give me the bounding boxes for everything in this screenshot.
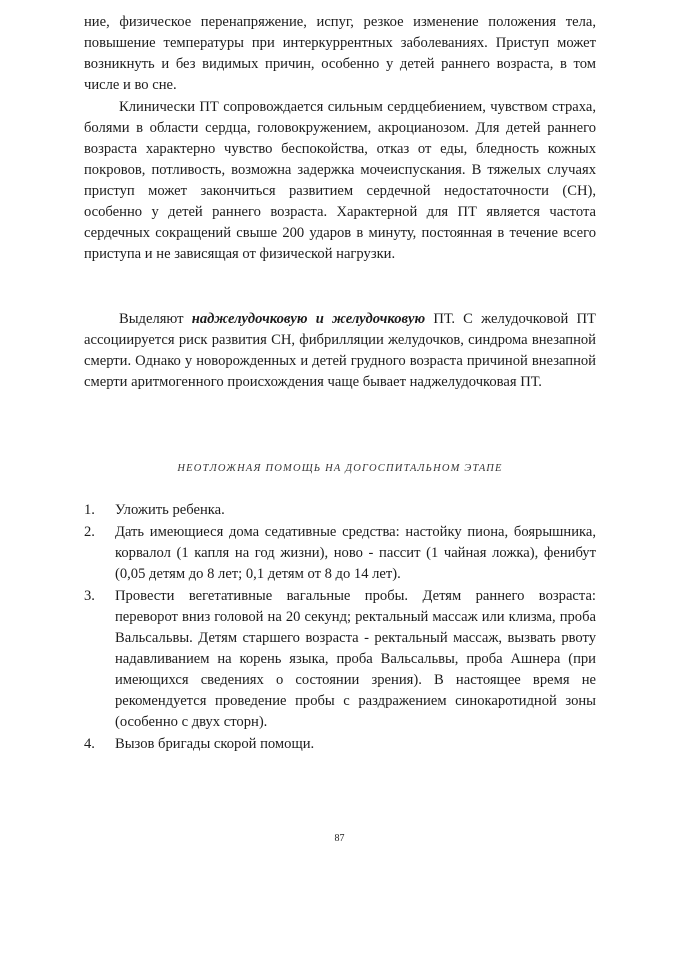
list-item-text: Вызов бригады скорой помощи. — [115, 736, 315, 752]
emergency-steps-list — [84, 500, 596, 756]
list-item-number: 2. — [84, 524, 95, 540]
list-item-text: Уложить ребенка. — [115, 502, 225, 518]
list-item-number: 4. — [84, 736, 95, 752]
paragraph-clinical-picture: Клинически ПТ сопровождается сильным сердцебиением, чувством страха, болями в области сердца, головокружением, акроцианозом. Для детей раннего возраста характерно чувство беспокойства, отказ от еды, бледность кожных покровов, потливость, возможна задержка мочеиспускания. В тяжелых случаях приступ может закончиться развитием сердечной недостаточности (СН), особенно у детей раннего возраста. Характерной для ПТ является частота сердечных сокращений свыше 200 ударов в минуту, постоянная в течение всего приступа и не зависящая от физической нагрузки. — [84, 99, 596, 262]
list-item — [84, 734, 596, 755]
list-item — [84, 500, 596, 521]
paragraph-pt-types-end: ПТ. С желудочковой ПТ ассоциируется риск развития СН, фибрилляции желудочков, синдрома внезапной смерти. Однако у новорожденных и детей грудного возраста причиной внезапной смерти аритмогенного происхождения чаще бывает наджелудочковая ПТ. — [84, 311, 596, 390]
list-item-number: 1. — [84, 502, 95, 518]
page-number: 87 — [334, 833, 345, 844]
list-item — [84, 586, 596, 733]
list-item-number: 3. — [84, 588, 95, 604]
paragraph-pt-types-start: Выделяют — [119, 311, 192, 327]
section-title: НЕОТЛОЖНАЯ ПОМОЩЬ НА ДОГОСПИТАЛЬНОМ ЭТАПЕ — [177, 463, 503, 474]
list-item-text: Провести вегетативные вагальные пробы. Детям раннего возраста: переворот вниз головой на 20 секунд; ректальный массаж или клизма, проба Вальсальвы. Детям старшего возраста - ректальный массаж, вызвать рвоту надавливанием на корень языка, проба Вальсальвы, проба Ашнера (при имеющихся сведениях о состоянии зрения). В настоящее время не рекомендуется проведение пробы с раздражением синокаротидной зоны (особенно с двух сторн). — [115, 588, 596, 730]
paragraph-pt-types — [84, 309, 596, 393]
paragraph-pt-types-emphasis: наджелудочковую и желудочковую — [191, 311, 426, 327]
paragraph-causes: ние, физическое перенапряжение, испуг, резкое изменение положения тела, повышение температуры при интеркуррентных заболеваниях. Приступ может возникнуть и без видимых причин, особенно у детей раннего возраста, в том числе и во сне. — [84, 14, 596, 93]
list-item-text: Дать имеющиеся дома седативные средства: настойку пиона, боярышника, корвалол (1 капля на год жизни), ново - пассит (1 чайная ложка), фенибут (0,05 детям до 8 лет; 0,1 детям от 8 до 14 лет). — [115, 524, 596, 582]
list-item — [84, 522, 596, 585]
